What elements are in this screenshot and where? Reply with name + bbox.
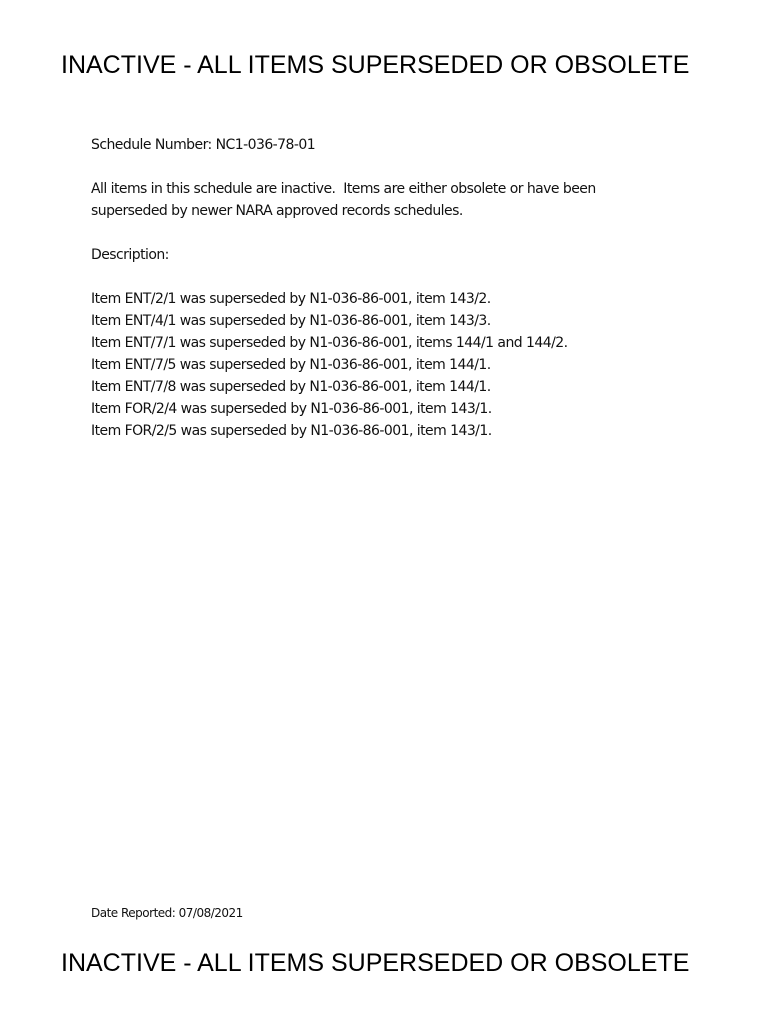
schedule-number: Schedule Number: NC1-036-78-01	[91, 137, 316, 153]
list-item: Item ENT/2/1 was superseded by N1-036-86-001, item 143/2.	[91, 291, 491, 307]
schedule-content	[91, 134, 691, 442]
list-item: Item ENT/4/1 was superseded by N1-036-86-001, item 143/3.	[91, 313, 491, 329]
list-item: Item FOR/2/5 was superseded by N1-036-86-001, item 143/1.	[91, 423, 492, 439]
list-item: Item ENT/7/5 was superseded by N1-036-86-001, item 144/1.	[91, 357, 491, 373]
inactive-banner-bottom-text: INACTIVE - ALL ITEMS SUPERSEDED OR OBSOLETE	[61, 949, 690, 977]
date-reported: Date Reported: 07/08/2021	[91, 906, 243, 920]
superseded-items-list	[91, 288, 691, 442]
description-label: Description:	[91, 247, 169, 263]
list-item: Item FOR/2/4 was superseded by N1-036-86-001, item 143/1.	[91, 401, 492, 417]
list-item: Item ENT/7/8 was superseded by N1-036-86-001, item 144/1.	[91, 379, 491, 395]
intro-line-1: All items in this schedule are inactive. Items are either obsolete or have been	[91, 181, 596, 197]
list-item: Item ENT/7/1 was superseded by N1-036-86-001, items 144/1 and 144/2.	[91, 335, 568, 351]
inactive-banner-top-text: INACTIVE - ALL ITEMS SUPERSEDED OR OBSOLETE	[61, 51, 690, 79]
intro-line-2: superseded by newer NARA approved records schedules.	[91, 203, 463, 219]
